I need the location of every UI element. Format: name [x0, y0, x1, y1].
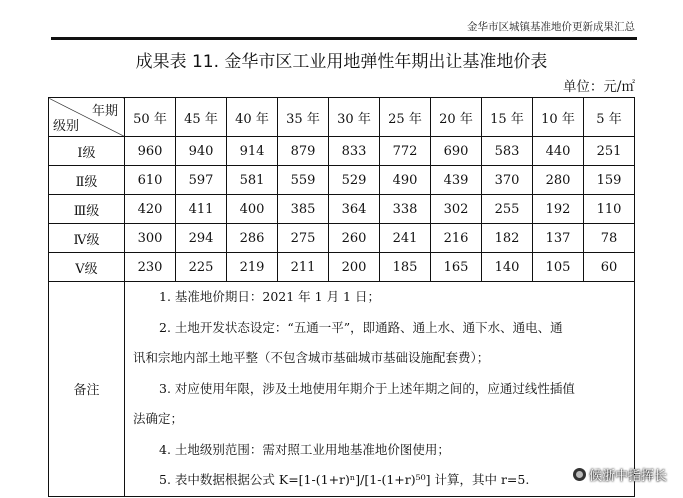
- table-row: [49, 224, 635, 253]
- remark-row: [49, 282, 635, 497]
- corner-cell: [49, 98, 125, 137]
- price-cell: 411: [176, 195, 227, 224]
- price-cell: 439: [431, 166, 482, 195]
- watermark-text: 候浙中指挥长: [588, 469, 667, 484]
- price-cell: 159: [584, 166, 635, 195]
- price-cell: 302: [431, 195, 482, 224]
- price-cell: 914: [227, 137, 278, 166]
- corner-label-grade: 级别: [53, 119, 80, 134]
- price-cell: 137: [533, 224, 584, 253]
- remark-label: 备注: [49, 282, 125, 497]
- table-row: [49, 195, 635, 224]
- corner-label-year: 年期: [91, 104, 118, 119]
- remark-line: 1. 基准地价期日：2021 年 1 月 1 日；: [159, 289, 380, 304]
- price-cell: 690: [431, 137, 482, 166]
- remark-line: 5. 表中数据根据公式 K=[1-(1+r)ⁿ]/[1-(1+r)⁵⁰] 计算，其中 r=5.: [159, 472, 530, 487]
- price-cell: 280: [533, 166, 584, 195]
- price-cell: 105: [533, 253, 584, 282]
- unit-label: 单位：元/㎡: [562, 79, 635, 95]
- table-title: 成果表 11. 金华市区工业用地弹性年期出让基准地价表: [135, 52, 548, 72]
- price-cell: 230: [125, 253, 176, 282]
- price-cell: 260: [329, 224, 380, 253]
- price-cell: 529: [329, 166, 380, 195]
- table-header-row: [49, 98, 635, 137]
- price-cell: 192: [533, 195, 584, 224]
- price-cell: 251: [584, 137, 635, 166]
- price-cell: 200: [329, 253, 380, 282]
- grade-cell: Ⅱ级: [49, 166, 125, 195]
- price-cell: 182: [482, 224, 533, 253]
- price-cell: 286: [227, 224, 278, 253]
- price-cell: 400: [227, 195, 278, 224]
- remark-body: [125, 282, 635, 497]
- price-cell: 610: [125, 166, 176, 195]
- year-header-cell: 40 年: [227, 98, 278, 137]
- header-rule: [51, 37, 637, 40]
- year-header-cell: 5 年: [584, 98, 635, 137]
- table-row: [49, 166, 635, 195]
- price-cell: 241: [380, 224, 431, 253]
- price-cell: 140: [482, 253, 533, 282]
- table-row: [49, 253, 635, 282]
- remark-line: 4. 土地级别范围：需对照工业用地基准地价图使用；: [159, 441, 450, 457]
- price-cell: 216: [431, 224, 482, 253]
- price-cell: 772: [380, 137, 431, 166]
- year-header-cell: 10 年: [533, 98, 584, 137]
- year-header-cell: 45 年: [176, 98, 227, 137]
- price-cell: 338: [380, 195, 431, 224]
- watermark: [573, 465, 667, 484]
- grade-cell: Ⅰ级: [49, 137, 125, 166]
- table-row: [49, 137, 635, 166]
- price-cell: 300: [125, 224, 176, 253]
- price-cell: 211: [278, 253, 329, 282]
- year-header-cell: 25 年: [380, 98, 431, 137]
- price-table: [48, 97, 635, 497]
- year-header-cell: 50 年: [125, 98, 176, 137]
- price-cell: 940: [176, 137, 227, 166]
- grade-cell: Ⅲ级: [49, 195, 125, 224]
- price-cell: 960: [125, 137, 176, 166]
- price-cell: 294: [176, 224, 227, 253]
- price-cell: 78: [584, 224, 635, 253]
- price-cell: 255: [482, 195, 533, 224]
- price-cell: 879: [278, 137, 329, 166]
- price-cell: 364: [329, 195, 380, 224]
- price-cell: 185: [380, 253, 431, 282]
- price-cell: 583: [482, 137, 533, 166]
- price-cell: 110: [584, 195, 635, 224]
- price-cell: 833: [329, 137, 380, 166]
- grade-cell: Ⅳ级: [49, 224, 125, 253]
- grade-cell: Ⅴ级: [49, 253, 125, 282]
- remark-line: 2. 土地开发状态设定：“五通一平”，即通路、通上水、通下水、通电、通: [159, 319, 563, 335]
- price-cell: 420: [125, 195, 176, 224]
- remark-line: 法确定；: [133, 411, 184, 426]
- price-cell: 581: [227, 166, 278, 195]
- price-cell: 370: [482, 166, 533, 195]
- year-header-cell: 15 年: [482, 98, 533, 137]
- price-cell: 385: [278, 195, 329, 224]
- price-cell: 490: [380, 166, 431, 195]
- price-cell: 60: [584, 253, 635, 282]
- year-header-cell: 20 年: [431, 98, 482, 137]
- price-cell: 165: [431, 253, 482, 282]
- price-cell: 275: [278, 224, 329, 253]
- watermark-logo-icon: [573, 468, 586, 481]
- remark-line: 讯和宗地内部土地平整（不包含城市基础城市基础设施配套费）；: [133, 350, 490, 365]
- price-cell: 219: [227, 253, 278, 282]
- price-cell: 559: [278, 166, 329, 195]
- year-header-cell: 30 年: [329, 98, 380, 137]
- price-cell: 440: [533, 137, 584, 166]
- remark-line: 3. 对应使用年限，涉及土地使用年期介于上述年期之间的，应通过线性插值: [159, 380, 575, 396]
- price-cell: 597: [176, 166, 227, 195]
- price-cell: 225: [176, 253, 227, 282]
- year-header-cell: 35 年: [278, 98, 329, 137]
- page-header-text: 金华市区城镇基准地价更新成果汇总: [467, 21, 635, 33]
